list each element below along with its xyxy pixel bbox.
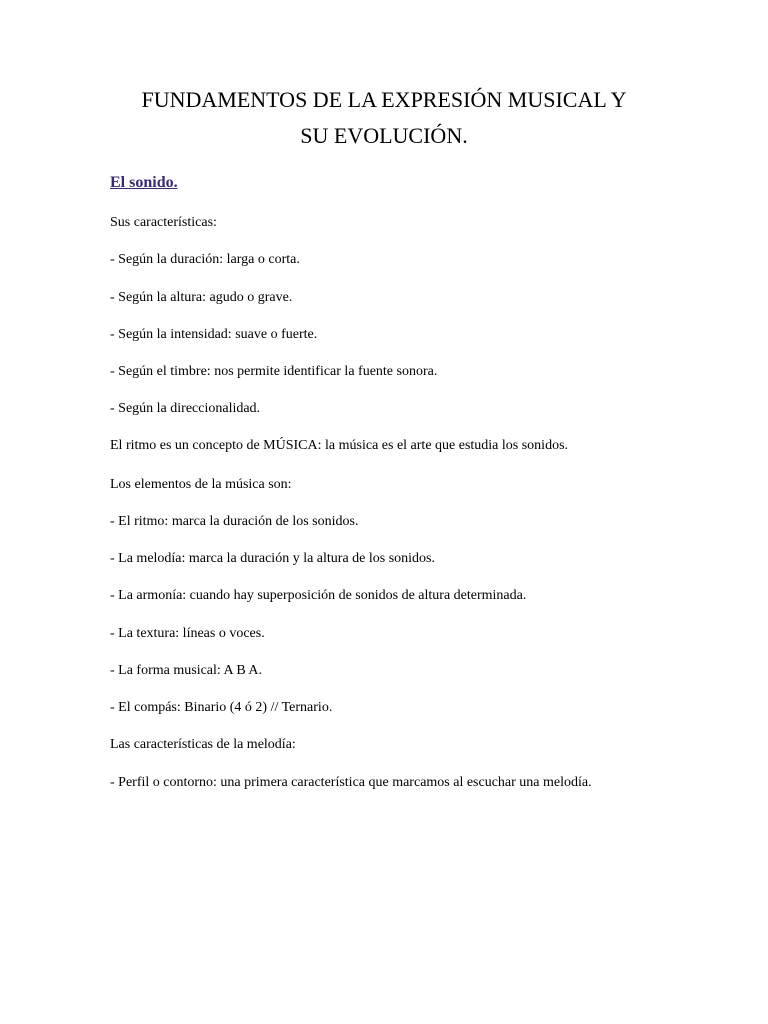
title-line-1: FUNDAMENTOS DE LA EXPRESIÓN MUSICAL Y <box>141 87 627 112</box>
document-title <box>0 82 768 154</box>
list-item: - El compás: Binario (4 ó 2) // Ternario. <box>110 700 333 715</box>
paragraph: El ritmo es un concepto de MÚSICA: la música es el arte que estudia los sonidos. <box>110 438 569 453</box>
list-item: - La melodía: marca la duración y la altura de los sonidos. <box>110 551 436 566</box>
paragraph: Las características de la melodía: <box>110 737 296 752</box>
list-item: - La armonía: cuando hay superposición de sonidos de altura determinada. <box>110 588 527 603</box>
paragraph: Sus características: <box>110 215 217 230</box>
list-item: - Según la altura: agudo o grave. <box>110 290 293 305</box>
section-heading: El sonido. <box>110 174 178 191</box>
list-item: - La textura: líneas o voces. <box>110 626 265 641</box>
paragraph: Los elementos de la música son: <box>110 477 292 492</box>
list-item: - Según la duración: larga o corta. <box>110 252 300 267</box>
list-item: - Según la intensidad: suave o fuerte. <box>110 327 318 342</box>
list-item: - La forma musical: A B A. <box>110 663 263 678</box>
list-item: - El ritmo: marca la duración de los sonidos. <box>110 514 359 529</box>
list-item: - Según el timbre: nos permite identificar la fuente sonora. <box>110 364 438 379</box>
list-item: - Perfil o contorno: una primera característica que marcamos al escuchar una melodía. <box>110 775 592 790</box>
list-item: - Según la direccionalidad. <box>110 401 261 416</box>
title-line-2: SU EVOLUCIÓN. <box>300 123 468 148</box>
